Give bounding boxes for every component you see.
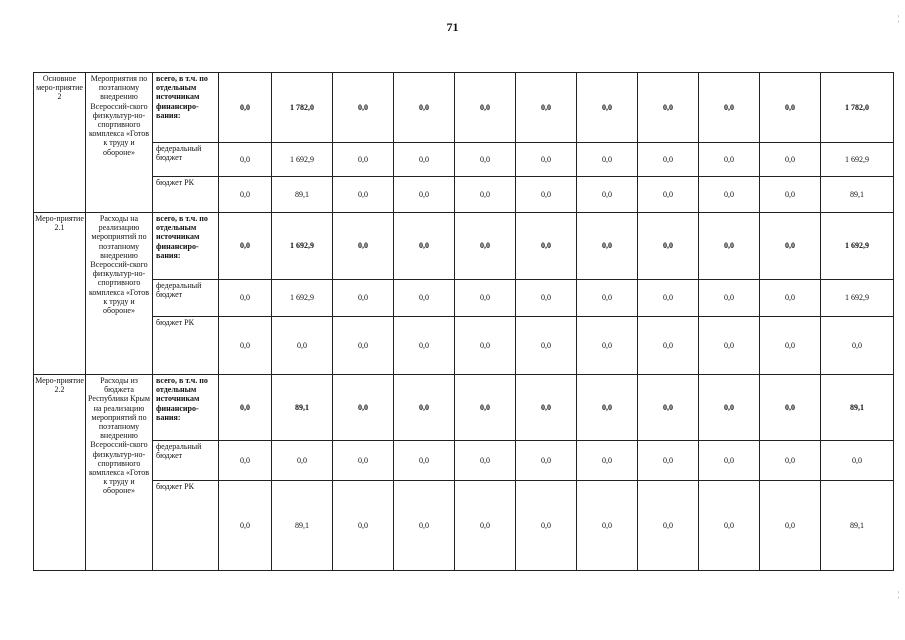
amount-cell: 1 692,9 xyxy=(272,213,333,280)
amount-cell: 0,0 xyxy=(333,375,394,441)
amount-cell: 0,0 xyxy=(638,177,699,213)
table-row xyxy=(34,375,894,441)
amount-cell: 0,0 xyxy=(333,177,394,213)
amount-cell: 0,0 xyxy=(333,441,394,481)
table-row xyxy=(34,213,894,280)
amount-cell: 0,0 xyxy=(516,73,577,143)
amount-cell: 0,0 xyxy=(333,213,394,280)
amount-cell: 1 692,9 xyxy=(821,143,894,177)
funding-source: бюджет РК xyxy=(153,317,219,375)
amount-cell: 0,0 xyxy=(455,177,516,213)
funding-source: бюджет РК xyxy=(153,481,219,571)
amount-cell: 0,0 xyxy=(219,317,272,375)
amount-cell: 0,0 xyxy=(394,73,455,143)
amount-cell: 0,0 xyxy=(219,73,272,143)
budget-table xyxy=(33,72,894,571)
amount-cell: 0,0 xyxy=(455,280,516,317)
amount-cell: 0,0 xyxy=(699,73,760,143)
table-row xyxy=(34,143,894,177)
page-number: 71 xyxy=(446,20,459,34)
measure-name: Меро-приятие 2.2 xyxy=(34,375,86,571)
amount-cell: 0,0 xyxy=(577,213,638,280)
amount-cell: 0,0 xyxy=(394,317,455,375)
amount-cell: 0,0 xyxy=(516,317,577,375)
amount-cell: 0,0 xyxy=(638,280,699,317)
amount-cell: 0,0 xyxy=(699,213,760,280)
amount-cell: 0,0 xyxy=(699,280,760,317)
amount-cell: 0,0 xyxy=(577,441,638,481)
amount-cell: 0,0 xyxy=(638,73,699,143)
amount-cell: 1 782,0 xyxy=(272,73,333,143)
table-row xyxy=(34,481,894,571)
amount-cell: 0,0 xyxy=(516,213,577,280)
amount-cell: 1 692,9 xyxy=(272,143,333,177)
amount-cell: 0,0 xyxy=(333,280,394,317)
amount-cell: 0,0 xyxy=(577,177,638,213)
amount-cell: 0,0 xyxy=(455,481,516,571)
amount-cell: 0,0 xyxy=(577,143,638,177)
amount-cell: 0,0 xyxy=(219,177,272,213)
amount-cell: 0,0 xyxy=(394,143,455,177)
amount-cell: 89,1 xyxy=(821,375,894,441)
amount-cell: 0,0 xyxy=(516,280,577,317)
measure-name: Основное меро-приятие 2 xyxy=(34,73,86,213)
margin-mark: ¦ xyxy=(897,14,899,23)
amount-cell: 0,0 xyxy=(577,73,638,143)
amount-cell: 0,0 xyxy=(455,213,516,280)
amount-cell: 0,0 xyxy=(760,280,821,317)
amount-cell: 0,0 xyxy=(219,375,272,441)
amount-cell: 0,0 xyxy=(516,481,577,571)
amount-cell: 0,0 xyxy=(699,177,760,213)
funding-source: бюджет РК xyxy=(153,177,219,213)
amount-cell: 0,0 xyxy=(760,375,821,441)
amount-cell: 0,0 xyxy=(516,441,577,481)
measure-name: Меро-приятие 2.1 xyxy=(34,213,86,375)
amount-cell: 89,1 xyxy=(272,481,333,571)
amount-cell: 0,0 xyxy=(219,143,272,177)
amount-cell: 0,0 xyxy=(333,481,394,571)
amount-cell: 0,0 xyxy=(638,317,699,375)
amount-cell: 0,0 xyxy=(455,143,516,177)
amount-cell: 1 692,9 xyxy=(821,280,894,317)
funding-source: федеральный бюджет xyxy=(153,280,219,317)
amount-cell: 0,0 xyxy=(394,481,455,571)
amount-cell: 0,0 xyxy=(699,441,760,481)
amount-cell: 89,1 xyxy=(821,177,894,213)
funding-source: всего, в т.ч. по отдельным источникам финансиро-вания: xyxy=(153,213,219,280)
amount-cell: 0,0 xyxy=(394,213,455,280)
amount-cell: 0,0 xyxy=(760,317,821,375)
amount-cell: 0,0 xyxy=(638,143,699,177)
measure-description: Расходы из бюджета Республики Крым на реализацию мероприятий по поэтапному внедрению Всероссий-ского физкультур-но-спортивного комплекса «Готов к труду и обороне» xyxy=(86,375,153,571)
amount-cell: 0,0 xyxy=(455,375,516,441)
amount-cell: 0,0 xyxy=(333,143,394,177)
amount-cell: 0,0 xyxy=(516,143,577,177)
funding-source: федеральный бюджет xyxy=(153,441,219,481)
amount-cell: 0,0 xyxy=(577,481,638,571)
amount-cell: 0,0 xyxy=(760,481,821,571)
amount-cell: 0,0 xyxy=(699,143,760,177)
amount-cell: 0,0 xyxy=(760,73,821,143)
table-row xyxy=(34,177,894,213)
amount-cell: 0,0 xyxy=(516,177,577,213)
amount-cell: 0,0 xyxy=(394,280,455,317)
amount-cell: 0,0 xyxy=(455,441,516,481)
amount-cell: 0,0 xyxy=(333,317,394,375)
amount-cell: 0,0 xyxy=(760,441,821,481)
measure-description: Мероприятия по поэтапному внедрению Всероссий-ского физкультур-но-спортивного комплекса «Готов к труду и обороне» xyxy=(86,73,153,213)
table-row xyxy=(34,280,894,317)
amount-cell: 0,0 xyxy=(699,317,760,375)
amount-cell: 0,0 xyxy=(760,143,821,177)
amount-cell: 0,0 xyxy=(394,441,455,481)
funding-source: федеральный бюджет xyxy=(153,143,219,177)
amount-cell: 0,0 xyxy=(638,213,699,280)
amount-cell: 0,0 xyxy=(219,441,272,481)
amount-cell: 0,0 xyxy=(516,375,577,441)
amount-cell: 0,0 xyxy=(699,375,760,441)
amount-cell: 1 782,0 xyxy=(821,73,894,143)
amount-cell: 0,0 xyxy=(455,317,516,375)
amount-cell: 0,0 xyxy=(821,317,894,375)
margin-mark: ¦ xyxy=(897,590,899,599)
measure-description: Расходы на реализацию мероприятий по поэтапному внедрению Всероссий-ского физкультур-но-спортивного комплекса «Готов к труду и обороне» xyxy=(86,213,153,375)
amount-cell: 0,0 xyxy=(333,73,394,143)
amount-cell: 0,0 xyxy=(577,375,638,441)
amount-cell: 0,0 xyxy=(760,213,821,280)
amount-cell: 89,1 xyxy=(821,481,894,571)
amount-cell: 89,1 xyxy=(272,177,333,213)
amount-cell: 89,1 xyxy=(272,375,333,441)
funding-source: всего, в т.ч. по отдельным источникам финансиро-вания: xyxy=(153,73,219,143)
table-row xyxy=(34,73,894,143)
amount-cell: 0,0 xyxy=(638,375,699,441)
amount-cell: 0,0 xyxy=(394,177,455,213)
amount-cell: 0,0 xyxy=(638,441,699,481)
amount-cell: 0,0 xyxy=(638,481,699,571)
amount-cell: 0,0 xyxy=(821,441,894,481)
table-row xyxy=(34,441,894,481)
amount-cell: 0,0 xyxy=(699,481,760,571)
table-row xyxy=(34,317,894,375)
funding-source: всего, в т.ч. по отдельным источникам финансиро-вания: xyxy=(153,375,219,441)
amount-cell: 0,0 xyxy=(760,177,821,213)
amount-cell: 1 692,9 xyxy=(821,213,894,280)
amount-cell: 0,0 xyxy=(219,481,272,571)
amount-cell: 0,0 xyxy=(272,317,333,375)
amount-cell: 1 692,9 xyxy=(272,280,333,317)
amount-cell: 0,0 xyxy=(577,317,638,375)
amount-cell: 0,0 xyxy=(577,280,638,317)
amount-cell: 0,0 xyxy=(394,375,455,441)
amount-cell: 0,0 xyxy=(219,213,272,280)
amount-cell: 0,0 xyxy=(455,73,516,143)
amount-cell: 0,0 xyxy=(219,280,272,317)
amount-cell: 0,0 xyxy=(272,441,333,481)
